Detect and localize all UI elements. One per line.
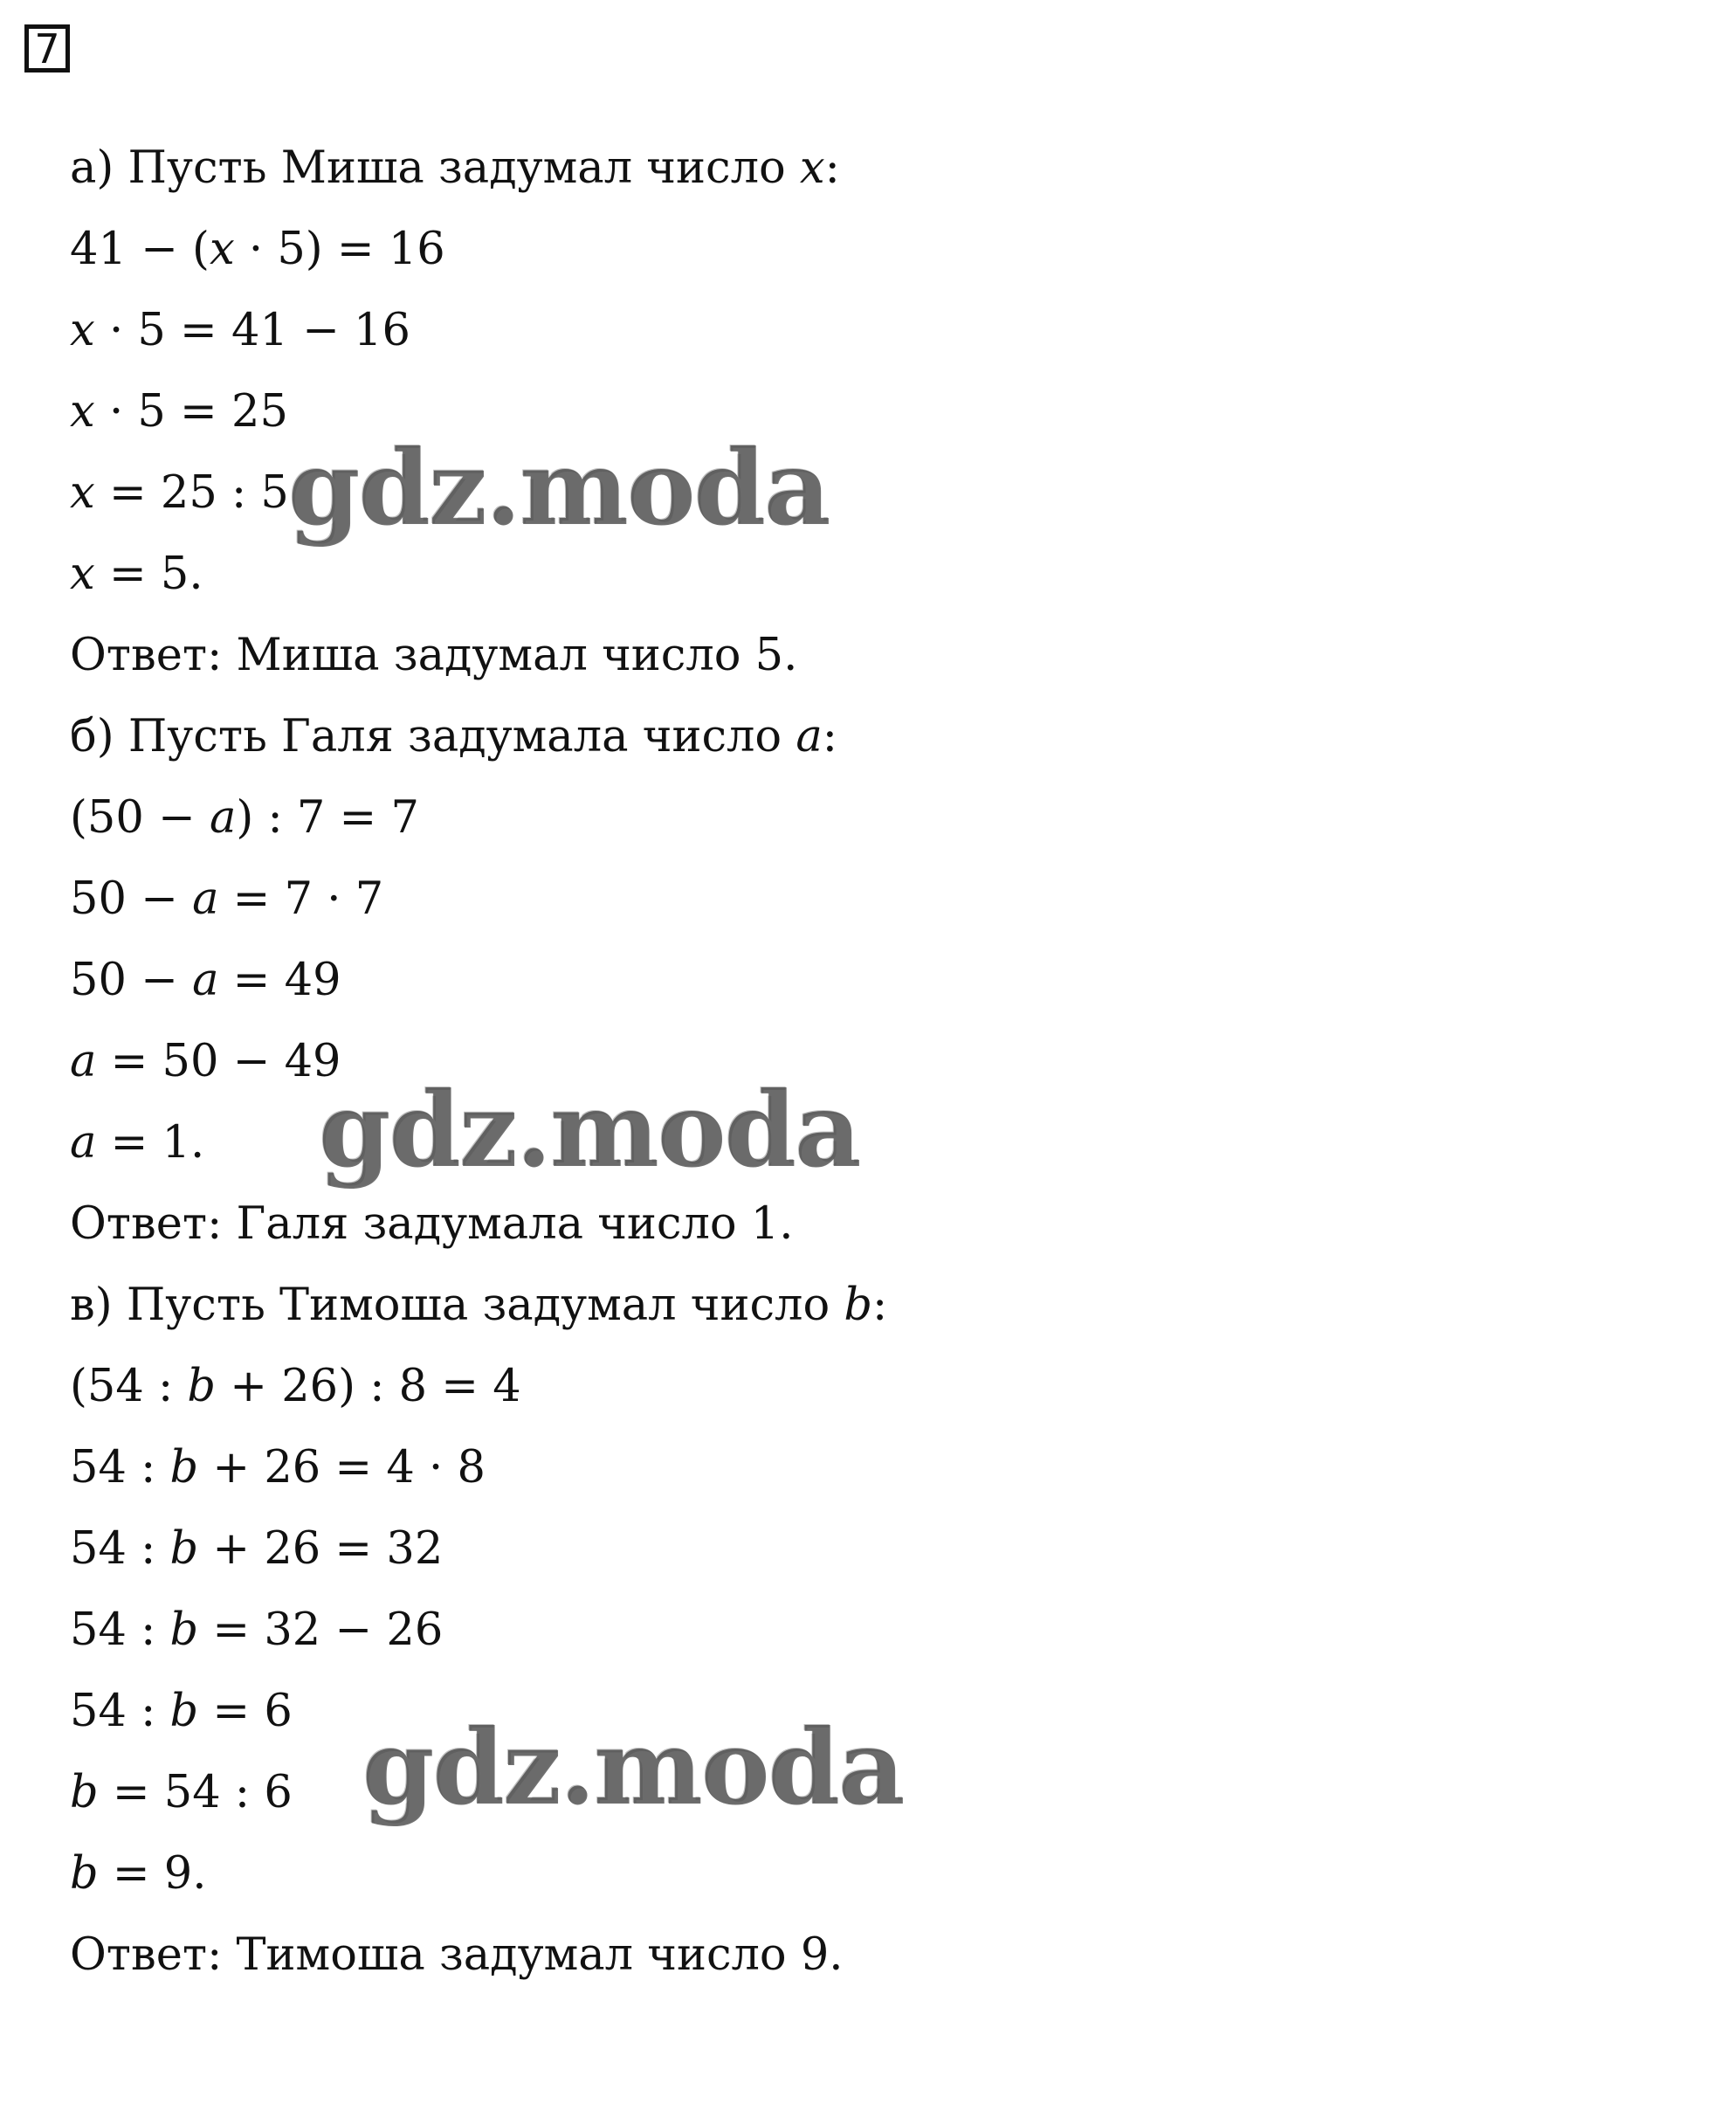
- solution-line: 54 : b + 26 = 32: [70, 1523, 444, 1575]
- task-number-box: 7: [24, 24, 70, 72]
- solution-line: 54 : b + 26 = 4 · 8: [70, 1442, 486, 1493]
- solution-line: x · 5 = 25: [70, 386, 288, 438]
- solution-line: x = 5.: [70, 548, 203, 600]
- solution-line: (54 : b + 26) : 8 = 4: [70, 1361, 521, 1412]
- answer-line: Ответ: Миша задумал число 5.: [70, 630, 798, 681]
- solution-line: 54 : b = 6: [70, 1686, 293, 1737]
- watermark: gdz.moda: [288, 427, 830, 548]
- solution-line: x · 5 = 41 − 16: [70, 305, 410, 356]
- solution-line: б) Пусть Галя задумала число a:: [70, 711, 837, 762]
- answer-line: Ответ: Галя задумала число 1.: [70, 1198, 794, 1250]
- solution-line: b = 9.: [70, 1848, 207, 1900]
- solution-line: a = 50 − 49: [70, 1036, 341, 1087]
- solution-line: x = 25 : 5: [70, 467, 289, 519]
- solution-line: в) Пусть Тимоша задумал число b:: [70, 1280, 888, 1331]
- watermark: gdz.moda: [362, 1707, 904, 1828]
- solution-line: а) Пусть Миша задумал число x:: [70, 142, 840, 194]
- solution-line: 50 − a = 49: [70, 955, 341, 1006]
- answer-line: Ответ: Тимоша задумал число 9.: [70, 1929, 844, 1981]
- solution-line: 50 − a = 7 · 7: [70, 873, 384, 925]
- watermark: gdz.moda: [319, 1069, 860, 1190]
- solution-line: 54 : b = 32 − 26: [70, 1604, 444, 1656]
- solution-line: (50 − a) : 7 = 7: [70, 792, 419, 844]
- solution-line: 41 − (x · 5) = 16: [70, 224, 445, 275]
- solution-line: a = 1.: [70, 1117, 205, 1169]
- solution-line: b = 54 : 6: [70, 1767, 293, 1818]
